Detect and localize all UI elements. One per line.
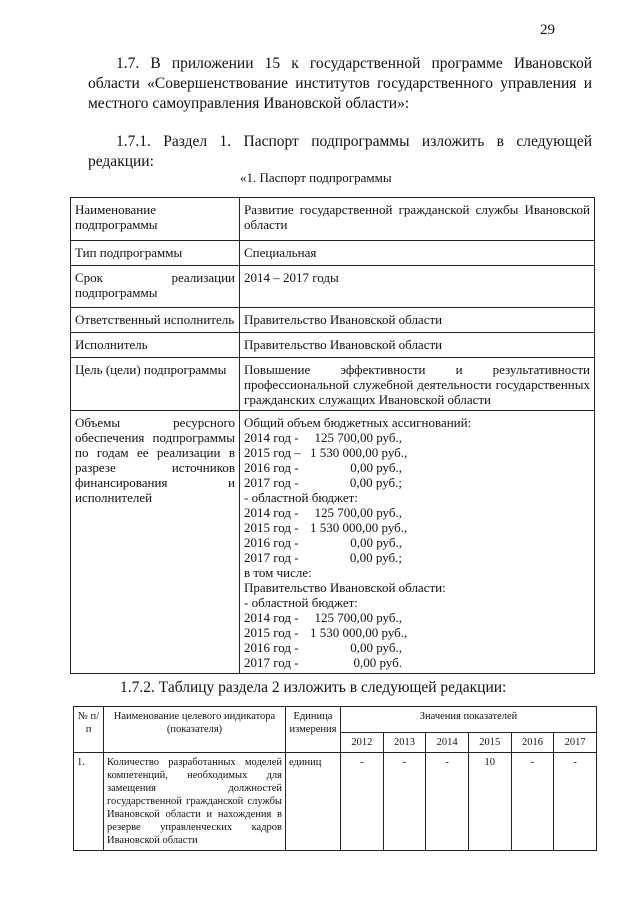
- year: 2014 год -: [244, 610, 299, 625]
- amount-line: [244, 655, 590, 670]
- year-header: 2017: [554, 733, 597, 753]
- year: 2014 год -: [244, 430, 299, 445]
- total-title: Общий объем бюджетных ассигнований:: [244, 415, 472, 430]
- total-list: [244, 430, 590, 490]
- amount-line: [244, 445, 590, 460]
- gov-regional-list: [244, 610, 590, 670]
- amount: 1 530 000,00 руб.,: [310, 520, 408, 535]
- amount: 1 530 000,00 руб.,: [310, 445, 408, 460]
- value-cell: -: [511, 753, 554, 851]
- paragraph-1-7: [88, 54, 592, 114]
- paragraph-1-7-text: 1.7. В приложении 15 к государственной программе Ивановской области «Совершенствование институтов государственного управления и местного самоуправления Ивановской области»:: [88, 55, 592, 112]
- amount: 125 700,00 руб.,: [314, 610, 402, 625]
- amount-line: [244, 505, 590, 520]
- row-name: Количество разработанных моделей компетенций, необходимых для замещения должностей государственной гражданской службы Ивановской области и нахождения в резерве управленческих кадров Ивановской области: [104, 753, 286, 851]
- header-row: [74, 707, 597, 733]
- amount: 125 700,00 руб.,: [314, 505, 402, 520]
- amount-line: [244, 640, 590, 655]
- row-value: Развитие государственной гражданской службы Ивановской области: [240, 198, 595, 241]
- row-label: Исполнитель: [71, 333, 240, 358]
- row-value: Повышение эффективности и результативности профессиональной служебной деятельности государственных гражданских служащих Ивановской области: [240, 358, 595, 411]
- regional-title: - областной бюджет:: [244, 490, 358, 505]
- passport-table: [70, 197, 595, 674]
- year: 2015 год -: [244, 520, 299, 535]
- row-value: Специальная: [240, 241, 595, 266]
- amount-line: [244, 520, 590, 535]
- page-number: 29: [540, 22, 555, 38]
- amount: 0,00 руб.;: [349, 550, 402, 565]
- year: 2017 год -: [244, 475, 299, 490]
- year-header: 2016: [511, 733, 554, 753]
- paragraph-1-7-1-text: 1.7.1. Раздел 1. Паспорт подпрограммы изложить в следующей редакции:: [88, 133, 592, 170]
- row-label: Тип подпрограммы: [71, 241, 240, 266]
- amount-line: [244, 550, 590, 565]
- paragraph-1-7-2: 1.7.2. Таблицу раздела 2 изложить в следующей редакции:: [120, 679, 507, 696]
- row-label: Цель (цели) подпрограммы: [71, 358, 240, 411]
- year-header: 2014: [426, 733, 469, 753]
- table-row-funding: [71, 411, 595, 674]
- value-cell: -: [383, 753, 426, 851]
- government-text: Правительство Ивановской области:: [244, 580, 446, 595]
- amount: 0,00 руб.: [353, 655, 402, 670]
- year: 2015 год –: [244, 445, 301, 460]
- amount-line: [244, 475, 590, 490]
- row-value: Правительство Ивановской области: [240, 308, 595, 333]
- amount-line: [244, 430, 590, 445]
- row-label: Наименование подпрограммы: [71, 198, 240, 241]
- year: 2016 год -: [244, 460, 299, 475]
- year: 2016 год -: [244, 535, 299, 550]
- header-unit: Единица измерения: [286, 707, 341, 753]
- year: 2015 год -: [244, 625, 299, 640]
- amount: 0,00 руб.;: [349, 475, 402, 490]
- table-row: [71, 308, 595, 333]
- value-cell: -: [554, 753, 597, 851]
- amount-line: [244, 610, 590, 625]
- regional-list: [244, 505, 590, 565]
- row-value: 2014 – 2017 годы: [240, 266, 595, 308]
- row-unit: единиц: [286, 753, 341, 851]
- row-label: Срок реализации подпрограммы: [71, 266, 240, 308]
- header-values: Значения показателей: [341, 707, 597, 733]
- passport-caption: «1. Паспорт подпрограммы: [240, 170, 392, 185]
- indicators-table: [73, 706, 597, 851]
- table-row: [71, 198, 595, 241]
- amount: 0,00 руб.,: [350, 640, 402, 655]
- year: 2017 год -: [244, 655, 299, 670]
- year-header: 2013: [383, 733, 426, 753]
- header-num: № п/п: [74, 707, 104, 753]
- year: 2016 год -: [244, 640, 299, 655]
- table-row: [71, 358, 595, 411]
- amount: 125 700,00 руб.,: [314, 430, 402, 445]
- value-cell: 10: [468, 753, 511, 851]
- table-row: [71, 333, 595, 358]
- amount-line: [244, 625, 590, 640]
- amount-line: [244, 460, 590, 475]
- amount: 0,00 руб.,: [350, 535, 402, 550]
- table-row: [71, 266, 595, 308]
- amount: 0,00 руб.,: [350, 460, 402, 475]
- gov-regional-title: - областной бюджет:: [244, 595, 358, 610]
- value-cell: -: [426, 753, 469, 851]
- amount-line: [244, 535, 590, 550]
- amount: 1 530 000,00 руб.,: [310, 625, 408, 640]
- year: 2017 год -: [244, 550, 299, 565]
- year: 2014 год -: [244, 505, 299, 520]
- year-header: 2015: [468, 733, 511, 753]
- including-text: в том числе:: [244, 565, 312, 580]
- year-header: 2012: [341, 733, 384, 753]
- table-row: [74, 753, 597, 851]
- row-value: Правительство Ивановской области: [240, 333, 595, 358]
- table-row: [71, 241, 595, 266]
- row-label: Ответственный исполнитель: [71, 308, 240, 333]
- row-num: 1.: [74, 753, 104, 851]
- header-name: Наименование целевого индикатора (показателя): [104, 707, 286, 753]
- funding-value: [240, 411, 595, 674]
- funding-label: Объемы ресурсного обеспечения подпрограммы по годам ее реализации в разрезе источников финансирования и исполнителей: [71, 411, 240, 674]
- value-cell: -: [341, 753, 384, 851]
- paragraph-1-7-1: [88, 132, 592, 172]
